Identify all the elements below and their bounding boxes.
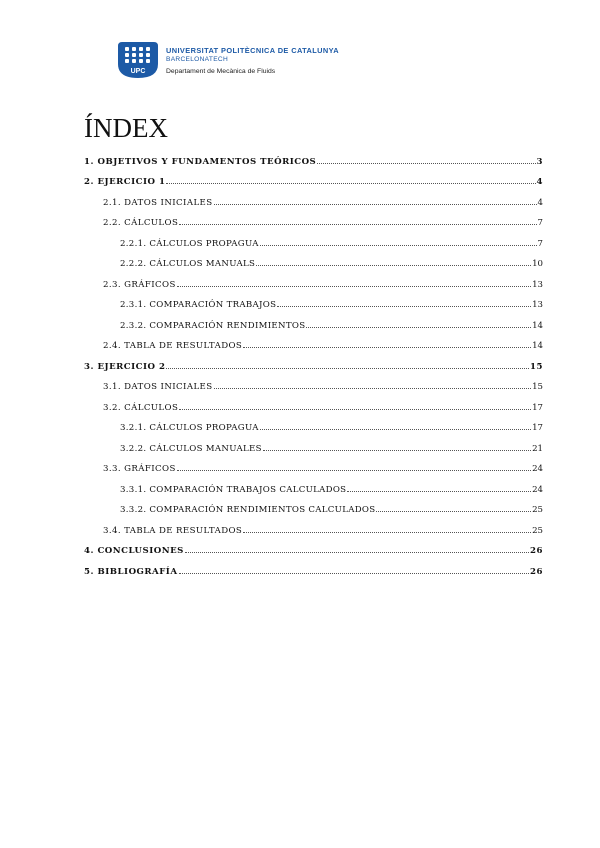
toc-entry[interactable] xyxy=(103,215,543,229)
toc-entry-label: 2.3.1. COMPARACIÓN TRABAJOS xyxy=(120,300,277,310)
department-name: Departament de Mecànica de Fluids xyxy=(166,68,276,75)
toc-entry-label: 5. BIBLIOGRAFÍA xyxy=(84,567,178,577)
toc-entry-page: 17 xyxy=(532,403,543,413)
toc-entry-label: 2.2.2. CÁLCULOS MANUALS xyxy=(120,259,256,269)
toc-entry-page: 26 xyxy=(530,567,543,577)
toc-dot-leader xyxy=(177,277,531,287)
toc-entry-label: 2.3.2. COMPARACIÓN RENDIMIENTOS xyxy=(120,321,306,331)
toc-dot-leader xyxy=(277,297,531,307)
toc-entry-label: 2. EJERCICIO 1 xyxy=(84,177,166,187)
toc-entry[interactable] xyxy=(120,297,543,311)
toc-entry-label: 3.4. TABLA DE RESULTADOS xyxy=(103,526,243,536)
toc-entry-label: 3.1. DATOS INICIALES xyxy=(103,382,213,392)
toc-entry[interactable] xyxy=(84,564,543,578)
university-name: UNIVERSITAT POLITÈCNICA DE CATALUNYA xyxy=(166,46,340,55)
toc-entry[interactable] xyxy=(103,277,543,291)
toc-entry-label: 2.1. DATOS INICIALES xyxy=(103,198,213,208)
toc-dot-leader xyxy=(260,420,531,430)
toc-entry-page: 7 xyxy=(537,218,543,228)
toc-entry-page: 4 xyxy=(536,177,543,187)
toc-dot-leader xyxy=(376,502,531,512)
toc-entry-page: 17 xyxy=(532,423,543,433)
toc-entry[interactable] xyxy=(103,400,543,414)
toc-dot-leader xyxy=(243,523,531,533)
toc-entry-page: 13 xyxy=(532,280,543,290)
toc-dot-leader xyxy=(214,379,532,389)
toc-entry-page: 3 xyxy=(536,157,543,167)
toc-entry[interactable] xyxy=(120,441,543,455)
toc-entry-label: 3.3. GRÁFICOS xyxy=(103,464,176,474)
letterhead xyxy=(118,42,448,80)
toc-entry-page: 25 xyxy=(532,505,543,515)
toc-entry[interactable] xyxy=(103,461,543,475)
campus-name: BARCELONATECH xyxy=(166,56,229,63)
toc-entry-label: 3.2. CÁLCULOS xyxy=(103,403,179,413)
toc-dot-leader xyxy=(179,564,530,574)
toc-dot-leader xyxy=(179,215,536,225)
toc-entry-page: 14 xyxy=(532,321,543,331)
toc-dot-leader xyxy=(166,359,529,369)
toc-entry[interactable] xyxy=(120,236,543,250)
toc-entry[interactable] xyxy=(84,359,543,373)
toc-entry-label: 3.2.1. CÁLCULOS PROPAGUA xyxy=(120,423,259,433)
toc-entry[interactable] xyxy=(120,318,543,332)
page-title: ÍNDEX xyxy=(84,113,168,143)
toc-entry-page: 24 xyxy=(532,485,543,495)
toc-entry-page: 13 xyxy=(532,300,543,310)
toc-dot-leader xyxy=(260,236,537,246)
toc-entry[interactable] xyxy=(84,543,543,557)
toc-entry[interactable] xyxy=(120,502,543,516)
toc-entry-label: 2.4. TABLA DE RESULTADOS xyxy=(103,341,243,351)
toc-dot-leader xyxy=(214,195,537,205)
toc-entry-label: 2.3. GRÁFICOS xyxy=(103,280,176,290)
toc-entry-page: 7 xyxy=(537,239,543,249)
toc-entry[interactable] xyxy=(103,195,543,209)
toc-entry-label: 3. EJERCICIO 2 xyxy=(84,362,166,372)
toc-dot-leader xyxy=(177,461,531,471)
toc-entry[interactable] xyxy=(84,174,543,188)
toc-entry-label: 3.3.2. COMPARACIÓN RENDIMIENTOS CALCULADOS xyxy=(120,505,376,515)
toc-entry[interactable] xyxy=(120,256,543,270)
toc-entry[interactable] xyxy=(103,338,543,352)
toc-entry-label: 1. OBJETIVOS Y FUNDAMENTOS TEÓRICOS xyxy=(84,157,317,167)
toc-entry-label: 3.3.1. COMPARACIÓN TRABAJOS CALCULADOS xyxy=(120,485,347,495)
toc-entry[interactable] xyxy=(120,482,543,496)
toc-entry-label: 3.2.2. CÁLCULOS MANUALES xyxy=(120,444,262,454)
toc-entry-page: 14 xyxy=(532,341,543,351)
toc-entry[interactable] xyxy=(103,379,543,393)
toc-dot-leader xyxy=(317,154,535,164)
toc-entry-page: 25 xyxy=(532,526,543,536)
toc-dot-leader xyxy=(263,441,531,451)
logo-text: UPC xyxy=(130,68,146,75)
toc-entry[interactable] xyxy=(103,523,543,537)
toc-dot-leader xyxy=(185,543,529,553)
upc-logo-icon xyxy=(118,42,158,78)
toc-entry-label: 4. CONCLUSIONES xyxy=(84,546,184,556)
toc-entry-page: 15 xyxy=(530,362,543,372)
toc-dot-leader xyxy=(243,338,531,348)
toc-entry-page: 4 xyxy=(537,198,543,208)
toc-entry-page: 26 xyxy=(530,546,543,556)
institution-block xyxy=(166,46,339,75)
toc-entry-label: 2.2.1. CÁLCULOS PROPAGUA xyxy=(120,239,259,249)
toc-dot-leader xyxy=(306,318,531,328)
toc-entry-page: 24 xyxy=(532,464,543,474)
toc-entry-page: 15 xyxy=(532,382,543,392)
toc-entry[interactable] xyxy=(84,154,543,168)
toc-dot-leader xyxy=(179,400,531,410)
toc-dot-leader xyxy=(166,174,535,184)
toc-dot-leader xyxy=(256,256,531,266)
toc-entry-label: 2.2. CÁLCULOS xyxy=(103,218,179,228)
toc-dot-leader xyxy=(347,482,531,492)
toc-entry[interactable] xyxy=(120,420,543,434)
toc-entry-page: 10 xyxy=(532,259,543,269)
toc-entry-page: 21 xyxy=(532,444,543,454)
